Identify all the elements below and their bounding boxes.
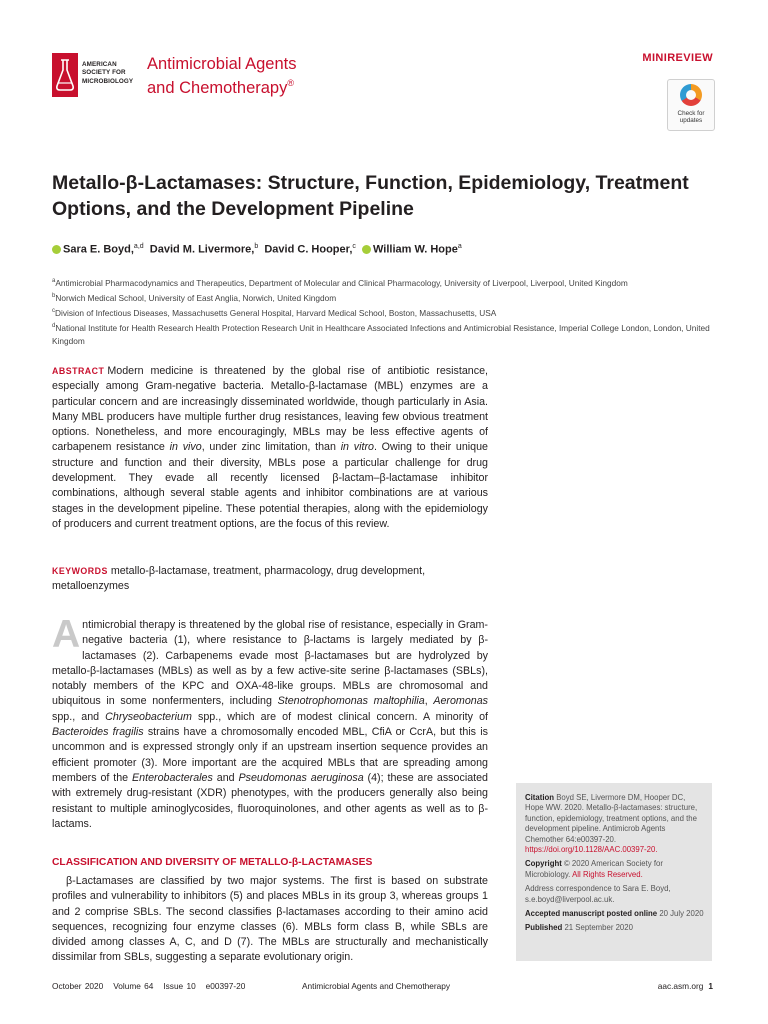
- affiliation: [52, 320, 712, 349]
- body-italic: Stenotrophomonas maltophilia: [277, 695, 425, 708]
- journal-name-line: and Chemotherapy: [147, 79, 288, 97]
- footer-article-id: e00397-20: [205, 981, 246, 991]
- affiliation-text: Antimicrobial Pharmacodynamics and Therapeutics, Department of Molecular and Clinical Pharmacology, University of Liverpool, Liverpool, United Kingdom: [55, 277, 628, 288]
- doi-link[interactable]: https://doi.org/10.1128/AAC.00397-20.: [525, 845, 658, 855]
- rights-link[interactable]: All Rights Reserved.: [572, 869, 643, 879]
- published-block: [525, 923, 705, 933]
- orcid-icon[interactable]: [52, 245, 61, 254]
- author-name[interactable]: William W. Hope: [373, 243, 458, 256]
- abstract-italic: in vitro: [340, 441, 374, 454]
- check-for-updates-line: updates: [679, 117, 703, 125]
- author-affiliation-marker: a,d: [133, 243, 144, 250]
- asm-logo: [52, 53, 144, 99]
- body-italic: Enterobacterales: [132, 771, 213, 784]
- abstract-heading: ABSTRACT: [52, 366, 105, 376]
- author-name[interactable]: Sara E. Boyd,: [63, 243, 134, 256]
- check-for-updates-line: Check for: [677, 110, 705, 117]
- author-name[interactable]: David M. Livermore,: [149, 243, 255, 256]
- page-number: 1: [708, 981, 713, 991]
- copyright-block: [525, 859, 705, 880]
- asm-flask-icon: [52, 53, 78, 97]
- body-text: strains have a chromosomally encoded MBL, CfiA or CcrA, but this is uncommon and is expressed strongly only if an upstream insertion sequence provides an efficient promoter (3). More important are the acquired MBLs that are spreading among members of the: [52, 726, 488, 784]
- abstract-text: . Owing to their unique structure and function and their diversity, MBLs pose a particular challenge for drug development. They evade all recently licensed β-lactam–β-lactamase inhibitor combinations, although several stable agents and inhibitor combinations are at various stages in the development pipeline. These potential therapies, along with the epidemiology of producers and current treatment options, are the focus of this review.: [52, 441, 488, 530]
- article-title: Metallo-β-Lactamases: Structure, Function, Epidemiology, Treatment Options, and the Development Pipeline: [52, 172, 689, 220]
- body-italic: Chryseobacterium: [105, 710, 192, 723]
- affiliation-key: a: [52, 278, 56, 284]
- author-affiliation-marker: b: [254, 243, 259, 250]
- society-line: SOCIETY FOR: [82, 69, 126, 77]
- body-text: ntimicrobial therapy is threatened by the global rise of resistance, especially in Gram-negative bacteria (1), where resistance to β-lactams is largely mediated by β-lactamases (2). Carbapenems evade most β-lactamases but are hydrolyzed by metallo-β-lactamases (MBLs) as well as by a few active-site serine β-lactamases (SBLs), notably members of the KPC and OXA-48-like groups. MBLs are chromosomal and ubiquitous in some nonfermenters, including: [52, 619, 488, 708]
- copyright-label: Copyright: [525, 859, 562, 869]
- keywords-heading: KEYWORDS: [52, 566, 108, 576]
- footer-volume: Volume 64: [113, 981, 154, 991]
- section-heading: CLASSIFICATION AND DIVERSITY OF METALLO-β-LACTAMASES: [52, 857, 373, 868]
- society-name: [82, 61, 133, 86]
- intro-paragraph: [52, 613, 488, 832]
- abstract-italic: in vivo: [169, 441, 202, 454]
- body-italic: Aeromonas: [433, 695, 488, 708]
- orcid-icon[interactable]: [362, 245, 371, 254]
- author-affiliation-marker: c: [352, 243, 356, 250]
- society-line: AMERICAN: [82, 61, 117, 68]
- published-label: Published: [525, 923, 563, 933]
- journal-name: [147, 55, 297, 98]
- affiliation-text: National Institute for Health Research Health Protection Research Unit in Healthcare Associated Infections and Antimicrobial Resistance, Imperial College London, London, United Kingdom: [52, 322, 710, 347]
- footer-issue-info: [52, 981, 245, 991]
- published-date: 21 September 2020: [564, 923, 633, 933]
- affiliation-key: b: [52, 293, 56, 299]
- drop-cap: A: [52, 613, 81, 656]
- abstract-text: Modern medicine is threatened by the global rise of antibiotic resistance, especially among Gram-negative bacteria. Metallo-β-lactamase (MBL) enzymes are a particular concern and are increasingly disseminated worldwide, though particularly in Asia. Many MBL producers have multiple further drug resistances, leaving few obvious treatment options. Nonetheless, and more encouragingly, MBLs may be less effective agents of carbapenem resistance: [52, 365, 488, 454]
- body-italic: Bacteroides fragilis: [52, 726, 144, 739]
- copyright-text: © 2020 American Society for Microbiology.: [525, 859, 663, 879]
- footer-site-link[interactable]: aac.asm.org: [657, 981, 704, 991]
- citation-text: Boyd SE, Livermore DM, Hooper DC, Hope WW. 2020. Metallo-β-lactamases: structure, function, epidemiology, treatment options, and the development pipeline. Antimicrob Agents Chemother 64:e00397-20.: [525, 793, 698, 844]
- accepted-block: [525, 909, 705, 919]
- footer-journal: Antimicrobial Agents and Chemotherapy: [302, 981, 451, 991]
- check-for-updates-button[interactable]: [667, 79, 715, 131]
- affiliation-text: Division of Infectious Diseases, Massachusetts General Hospital, Harvard Medical School, Boston, Massachusetts, USA: [55, 307, 497, 318]
- affiliation: [52, 305, 712, 320]
- correspondence: Address correspondence to Sara E. Boyd, s.e.boyd@liverpool.ac.uk.: [525, 884, 671, 904]
- footer-date: October 2020: [52, 981, 104, 991]
- citation-sidebar: [516, 783, 712, 961]
- footer-issue: Issue 10: [163, 981, 196, 991]
- body-italic: Pseudomonas aeruginosa: [238, 771, 364, 784]
- accepted-label: Accepted manuscript posted online: [525, 909, 658, 919]
- section-paragraph: β-Lactamases are classified by two major systems. The first is based on substrate profiles and vulnerability to inhibitors (5) and places MBLs in its group 3, whereas groups 1 and 2 comprise SBLs. The second classifies β-lactamases according to their amino acid sequences, recognizing four enzyme classes (6). MBLs form class B, while SBLs are divided among classes A, C, and D (7). The MBLs are structurally and mechanistically dissimilar from SBLs, suggesting a separate evolutionary origin.: [52, 875, 488, 964]
- accepted-date: 20 July 2020: [659, 909, 704, 919]
- body-text: spp., and: [52, 710, 106, 723]
- check-for-updates-label: [668, 110, 714, 125]
- body-text: ,: [424, 695, 434, 708]
- affiliation-key: d: [52, 323, 56, 329]
- body-text: and: [212, 771, 239, 784]
- abstract: [52, 364, 488, 532]
- keywords: [52, 564, 488, 595]
- affiliation: [52, 290, 712, 305]
- society-line: MICROBIOLOGY: [82, 77, 134, 85]
- citation-block: [525, 793, 705, 855]
- article-type-label: MINIREVIEW: [642, 52, 713, 64]
- author-list: [52, 243, 462, 256]
- affiliation-text: Norwich Medical School, University of East Anglia, Norwich, United Kingdom: [55, 292, 337, 303]
- body-text: spp., which are of modest clinical concern. A minority of: [191, 710, 488, 723]
- keywords-text: metallo-β-lactamase, treatment, pharmacology, drug development, metalloenzymes: [52, 565, 426, 593]
- footer-site-page: [658, 981, 713, 991]
- registered-mark: ®: [287, 78, 294, 88]
- author-name[interactable]: David C. Hooper,: [264, 243, 353, 256]
- citation-label: Citation: [525, 793, 555, 802]
- affiliation: [52, 275, 712, 290]
- abstract-text: , under zinc limitation, than: [201, 441, 341, 454]
- check-for-updates-icon: [680, 84, 702, 106]
- affiliation-key: c: [52, 308, 55, 314]
- author-affiliation-marker: a: [457, 243, 462, 250]
- body-text: (4); these are associated with extremely drug-resistant (XDR) phenotypes, with the producers generally also being resistant to multiple aminoglycosides, fluoroquinolones, and other agents as well as to β-lactams.: [52, 771, 488, 830]
- journal-name-line: Antimicrobial Agents: [147, 55, 297, 73]
